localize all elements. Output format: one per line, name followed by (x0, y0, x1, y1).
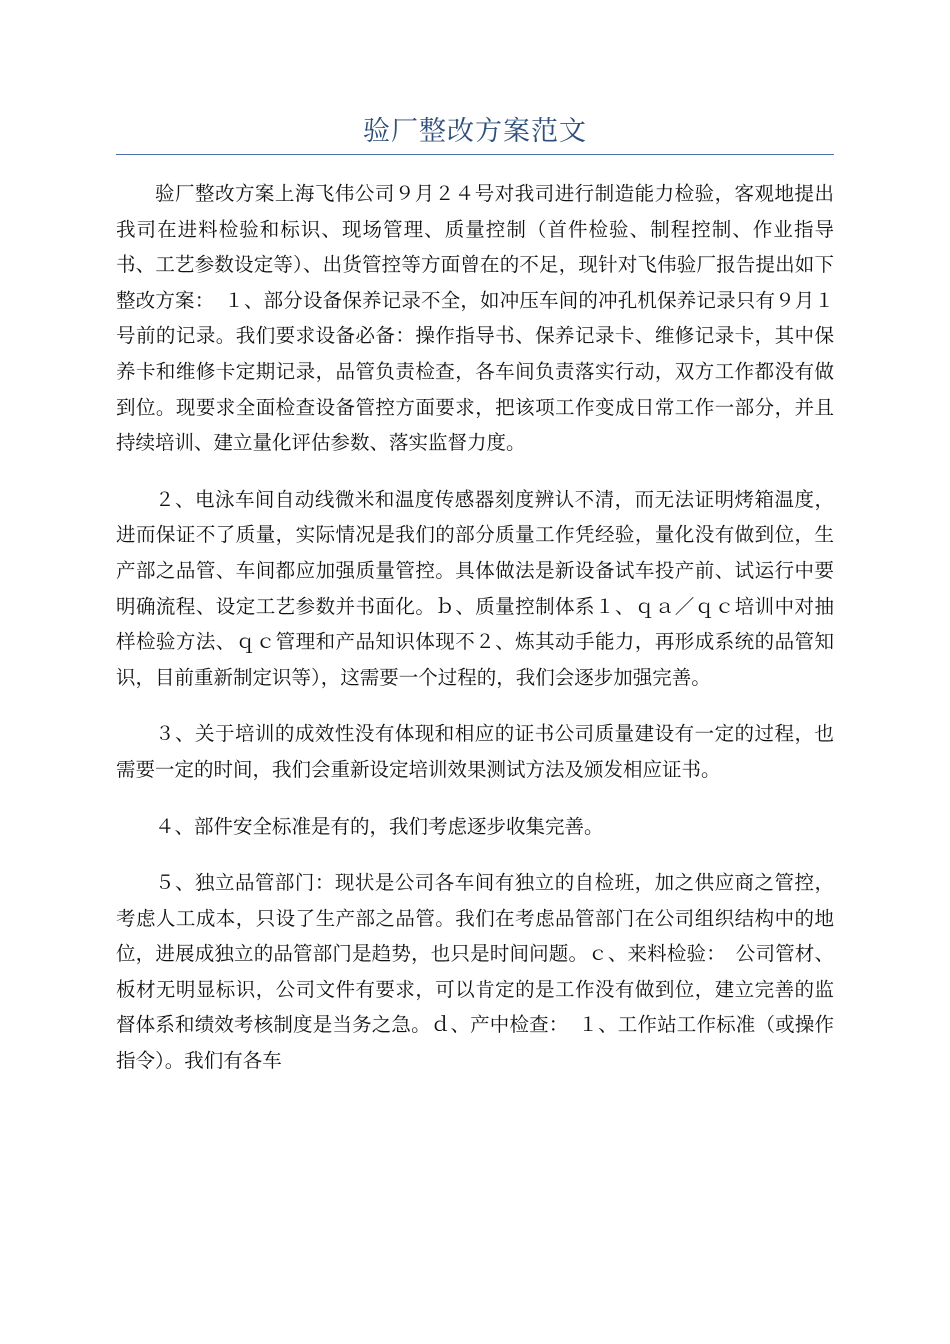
title-divider (116, 154, 834, 155)
paragraph-1: 验厂整改方案上海飞伟公司９月２４号对我司进行制造能力检验，客观地提出我司在进料检验和标识、现场管理、质量控制（首件检验、制程控制、作业指导书、工艺参数设定等）、出货管控等方面曾在的不足，现针对飞伟验厂报告提出如下整改方案： １、部分设备保养记录不全，如冲压车间的冲孔机保养记录只有９月１号前的记录。我们要求设备必备：操作指导书、保养记录卡、维修记录卡，其中保养卡和维修卡定期记录，品管负责检查，各车间负责落实行动，双方工作都没有做到位。现要求全面检查设备管控方面要求，把该项工作变成日常工作一部分，并且持续培训、建立量化评估参数、落实监督力度。 (116, 182, 834, 455)
document-title: 验厂整改方案范文 (363, 116, 587, 147)
paragraph-5: ５、独立品管部门：现状是公司各车间有独立的自检班，加之供应商之管控，考虑人工成本，只设了生产部之品管。我们在考虑品管部门在公司组织结构中的地位，进展成独立的品管部门是趋势，也只是时间问题。ｃ、来料检验： 公司管材、板材无明显标识，公司文件有要求，可以肯定的是工作没有做到位，建立完善的监督体系和绩效考核制度是当务之急。ｄ、产中检查： １、工作站工作标准（或操作指令）。我们有各车 (116, 871, 834, 1073)
paragraph-4: ４、部件安全标准是有的，我们考虑逐步收集完善。 (155, 814, 604, 838)
paragraph-3: ３、关于培训的成效性没有体现和相应的证书公司质量建设有一定的过程，也需要一定的时间，我们会重新设定培训效果测试方法及颁发相应证书。 (116, 722, 834, 781)
paragraph-2: ２、电泳车间自动线微米和温度传感器刻度辨认不清，而无法证明烤箱温度，进而保证不了质量，实际情况是我们的部分质量工作凭经验，量化没有做到位，生产部之品管、车间都应加强质量管控。具体做法是新设备试车投产前、试运行中要明确流程、设定工艺参数并书面化。ｂ、质量控制体系１、ｑａ／ｑｃ培训中对抽样检验方法、ｑｃ管理和产品知识体现不２、炼其动手能力，再形成系统的品管知识，目前重新制定识等），这需要一个过程的，我们会逐步加强完善。 (116, 487, 834, 689)
document-body (116, 176, 834, 1100)
